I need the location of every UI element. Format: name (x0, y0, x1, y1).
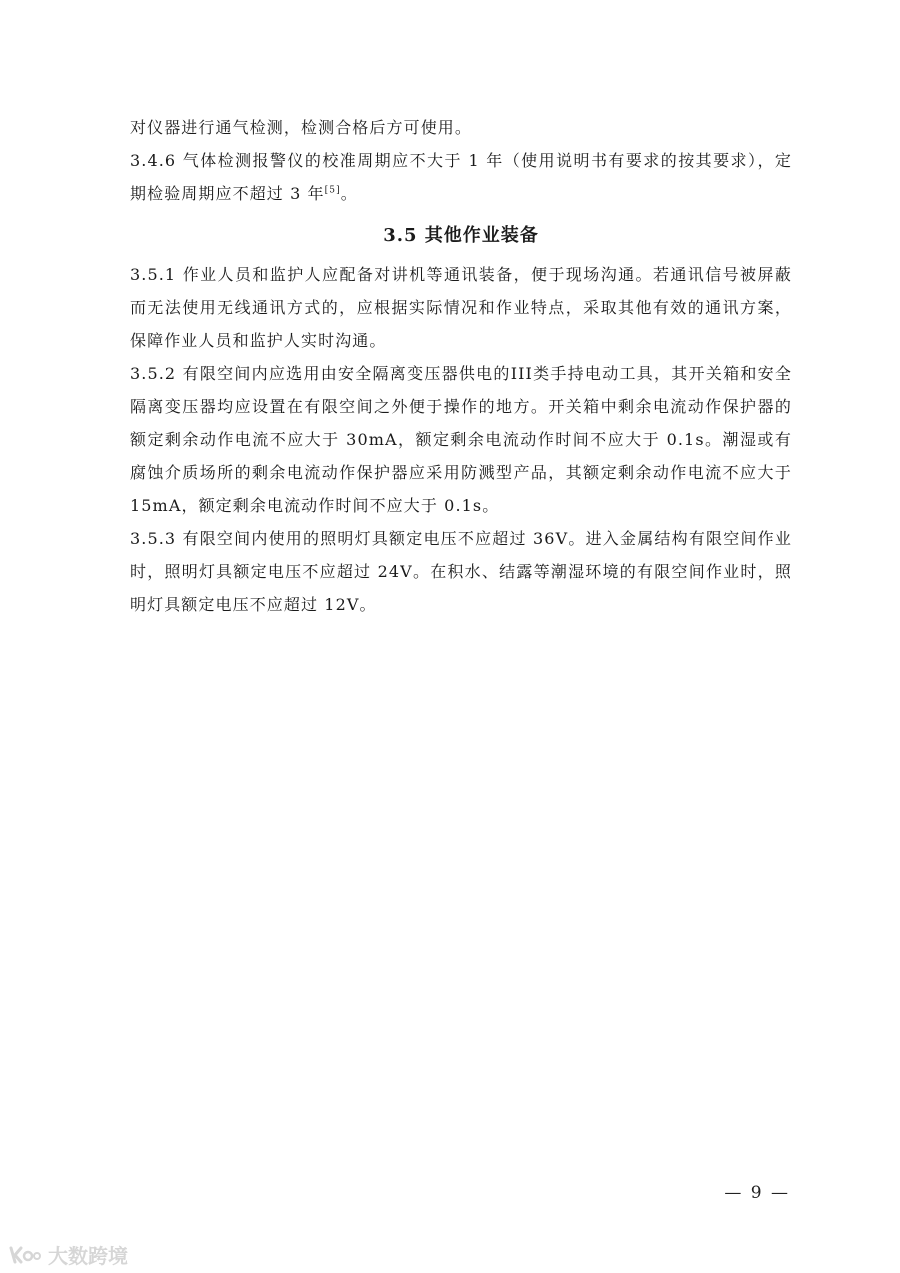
paragraph-3-4-6 (130, 144, 792, 210)
paragraph-3-5-3: 3.5.3 有限空间内使用的照明灯具额定电压不应超过 36V。进入金属结构有限空间作业时，照明灯具额定电压不应超过 24V。在积水、结露等潮湿环境的有限空间作业时，照明灯具额定电压不应超过 12V。 (130, 529, 792, 614)
brand-logo-icon (8, 1244, 42, 1266)
paragraph-3-4-6-text: 3.4.6 气体检测报警仪的校准周期应不大于 1 年（使用说明书有要求的按其要求），定期检验周期应不超过 3 年 (130, 151, 792, 203)
paragraph-3-5-2: 3.5.2 有限空间内应选用由安全隔离变压器供电的III类手持电动工具，其开关箱和安全隔离变压器均应设置在有限空间之外便于操作的地方。开关箱中剩余电流动作保护器的额定剩余动作电流不应大于 30mA，额定剩余电流动作时间不应大于 0.1s。潮湿或有腐蚀介质场所的剩余电流动作保护器应采用防溅型产品，其额定剩余动作电流不应大于 15mA，额定剩余电流动作时间不应大于 0.1s。 (130, 364, 792, 515)
page-number: — 9 — (724, 1183, 790, 1203)
citation-ref[interactable]: [5] (324, 185, 341, 196)
watermark-text: 大数跨境 (48, 1244, 128, 1268)
paragraph-3-4-6-end: 。 (340, 184, 358, 203)
document-body (130, 111, 792, 621)
watermark (8, 1240, 128, 1269)
paragraph-continuation: 对仪器进行通气检测，检测合格后方可使用。 (130, 118, 473, 137)
section-title: 3.5 其他作业装备 (383, 225, 539, 246)
paragraph-3-5-1: 3.5.1 作业人员和监护人应配备对讲机等通讯装备，便于现场沟通。若通讯信号被屏蔽而无法使用无线通讯方式的，应根据实际情况和作业特点，采取其他有效的通讯方案，保障作业人员和监护人实时沟通。 (130, 265, 792, 350)
